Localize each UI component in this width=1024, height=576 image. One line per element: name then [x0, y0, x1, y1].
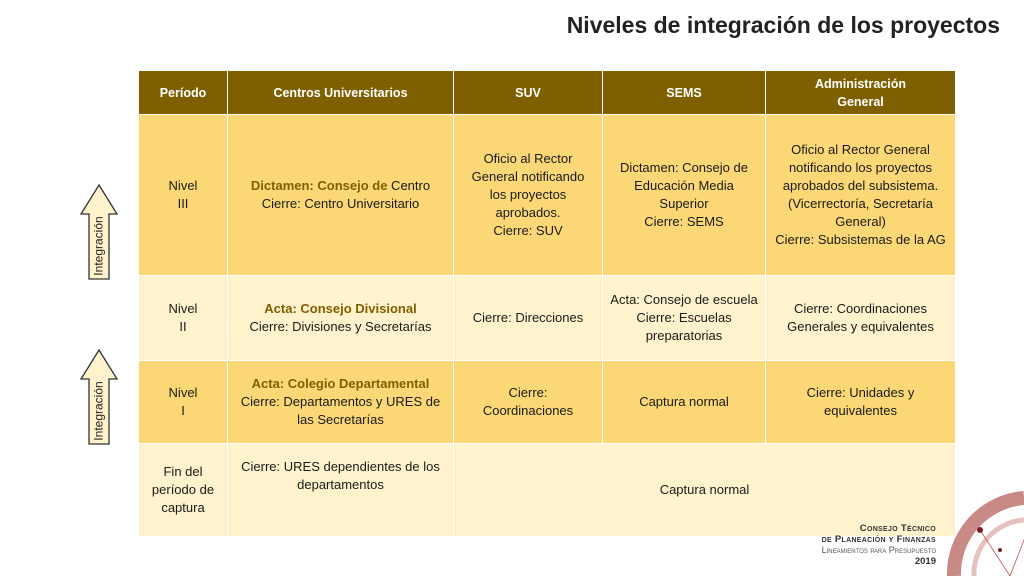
cell-text: aprobados. — [495, 205, 561, 220]
integration-arrow-lower — [80, 349, 118, 445]
table-row-nivel-3 — [139, 115, 956, 276]
header-admin-general — [766, 71, 956, 115]
cell-text: Cierre: Centro Universitario — [261, 196, 420, 211]
cell-centros — [228, 444, 454, 537]
cell-text: II — [179, 319, 187, 334]
highlight-text: Acta: Colegio Departamental — [251, 376, 430, 391]
table-row-nivel-2 — [139, 276, 956, 361]
cell-text: notificando los proyectos — [788, 160, 933, 175]
cell-text: Cierre: Subsistemas de la AG — [775, 232, 946, 247]
logo-year: 2019 — [914, 556, 936, 567]
cell-suv — [454, 115, 603, 276]
cell-text: Cierre: SUV — [493, 223, 563, 238]
cell-text: Cierre: SEMS — [644, 214, 724, 229]
cell-text: preparatorias — [645, 328, 723, 343]
cell-centros — [228, 115, 454, 276]
cell-text — [234, 177, 447, 195]
header-centros: Centros Universitarios — [228, 71, 454, 115]
cell-admin-general — [766, 115, 956, 276]
cell-text: Cierre: Direcciones — [472, 310, 584, 325]
integration-table — [138, 70, 956, 537]
cell-text: las Secretarías — [297, 412, 384, 427]
cell-text: Superior — [659, 196, 709, 211]
cell-text: Acta: Consejo de escuela — [610, 292, 758, 307]
cell-text: Coordinaciones — [482, 403, 574, 418]
logo-line-1: Consejo Técnico — [859, 523, 936, 534]
cell-text: captura — [161, 500, 205, 515]
cell-centros — [228, 276, 454, 361]
cell-suv — [454, 276, 603, 361]
cell-sems — [603, 276, 766, 361]
cell-text: Captura normal — [659, 482, 750, 497]
cell-text: Nivel — [168, 301, 198, 316]
page-title: Niveles de integración de los proyectos — [566, 12, 1000, 38]
cell-text: General) — [835, 214, 886, 229]
cell-sems — [603, 115, 766, 276]
header-suv: SUV — [454, 71, 603, 115]
cell-text: Fin del — [163, 464, 203, 479]
cell-text: los proyectos — [489, 187, 567, 202]
cell-period — [139, 276, 228, 361]
cell-period — [139, 361, 228, 444]
highlight-text: Acta: Consejo Divisional — [264, 301, 417, 316]
cell-text: Centro — [387, 178, 431, 193]
cell-text: Dictamen: Consejo de — [620, 160, 748, 175]
highlight-text: Dictamen: Consejo de — [250, 178, 388, 193]
cell-text: General notificando — [471, 169, 585, 184]
logo-line-2: de Planeación y Finanzas — [821, 534, 936, 545]
cell-text: Generales y equivalentes — [787, 319, 934, 334]
logo-line-3: Lineamientos para Presupuesto — [821, 545, 936, 555]
header-periodo: Período — [139, 71, 228, 115]
cell-text: Educación Media — [634, 178, 734, 193]
arrow-label: Integración — [92, 216, 106, 276]
cell-admin-general — [766, 361, 956, 444]
cell-text: Cierre: Escuelas — [636, 310, 732, 325]
cell-text: Cierre: Departamentos y URES de — [240, 394, 441, 409]
cell-text: Oficio al Rector General — [791, 142, 930, 157]
cell-admin-general — [766, 276, 956, 361]
cell-text: I — [181, 403, 185, 418]
cell-text: Oficio al Rector — [483, 151, 573, 166]
cell-centros — [228, 361, 454, 444]
arrow-label: Integración — [92, 381, 106, 441]
cell-text: Nivel — [168, 385, 198, 400]
table-header-row — [139, 71, 956, 115]
council-logo-icon — [940, 490, 1024, 576]
cell-text: III — [177, 196, 189, 211]
integration-arrow-upper — [80, 184, 118, 280]
cell-sems — [603, 361, 766, 444]
cell-text: Cierre: URES dependientes de los — [241, 459, 440, 474]
cell-text: Cierre: Coordinaciones — [794, 301, 927, 316]
cell-text: equivalentes — [824, 403, 897, 418]
cell-text: Cierre: Unidades y — [806, 385, 915, 400]
table-row-nivel-1 — [139, 361, 956, 444]
cell-text: aprobados del subsistema. — [782, 178, 939, 193]
cell-period — [139, 444, 228, 537]
header-admin-line2: General — [837, 94, 884, 109]
cell-text: Captura normal — [639, 394, 729, 409]
cell-text: Cierre: Divisiones y Secretarías — [249, 319, 432, 334]
cell-text: Nivel — [168, 178, 198, 193]
cell-period — [139, 115, 228, 276]
header-sems: SEMS — [603, 71, 766, 115]
cell-text: departamentos — [297, 477, 384, 492]
cell-suv — [454, 361, 603, 444]
header-admin-line1: Administración — [815, 76, 906, 91]
cell-text: Cierre: — [508, 385, 548, 400]
cell-text: período de — [151, 482, 215, 497]
cell-text: (Vicerrectoría, Secretaría — [788, 196, 933, 211]
footer-logo-text — [822, 523, 936, 567]
